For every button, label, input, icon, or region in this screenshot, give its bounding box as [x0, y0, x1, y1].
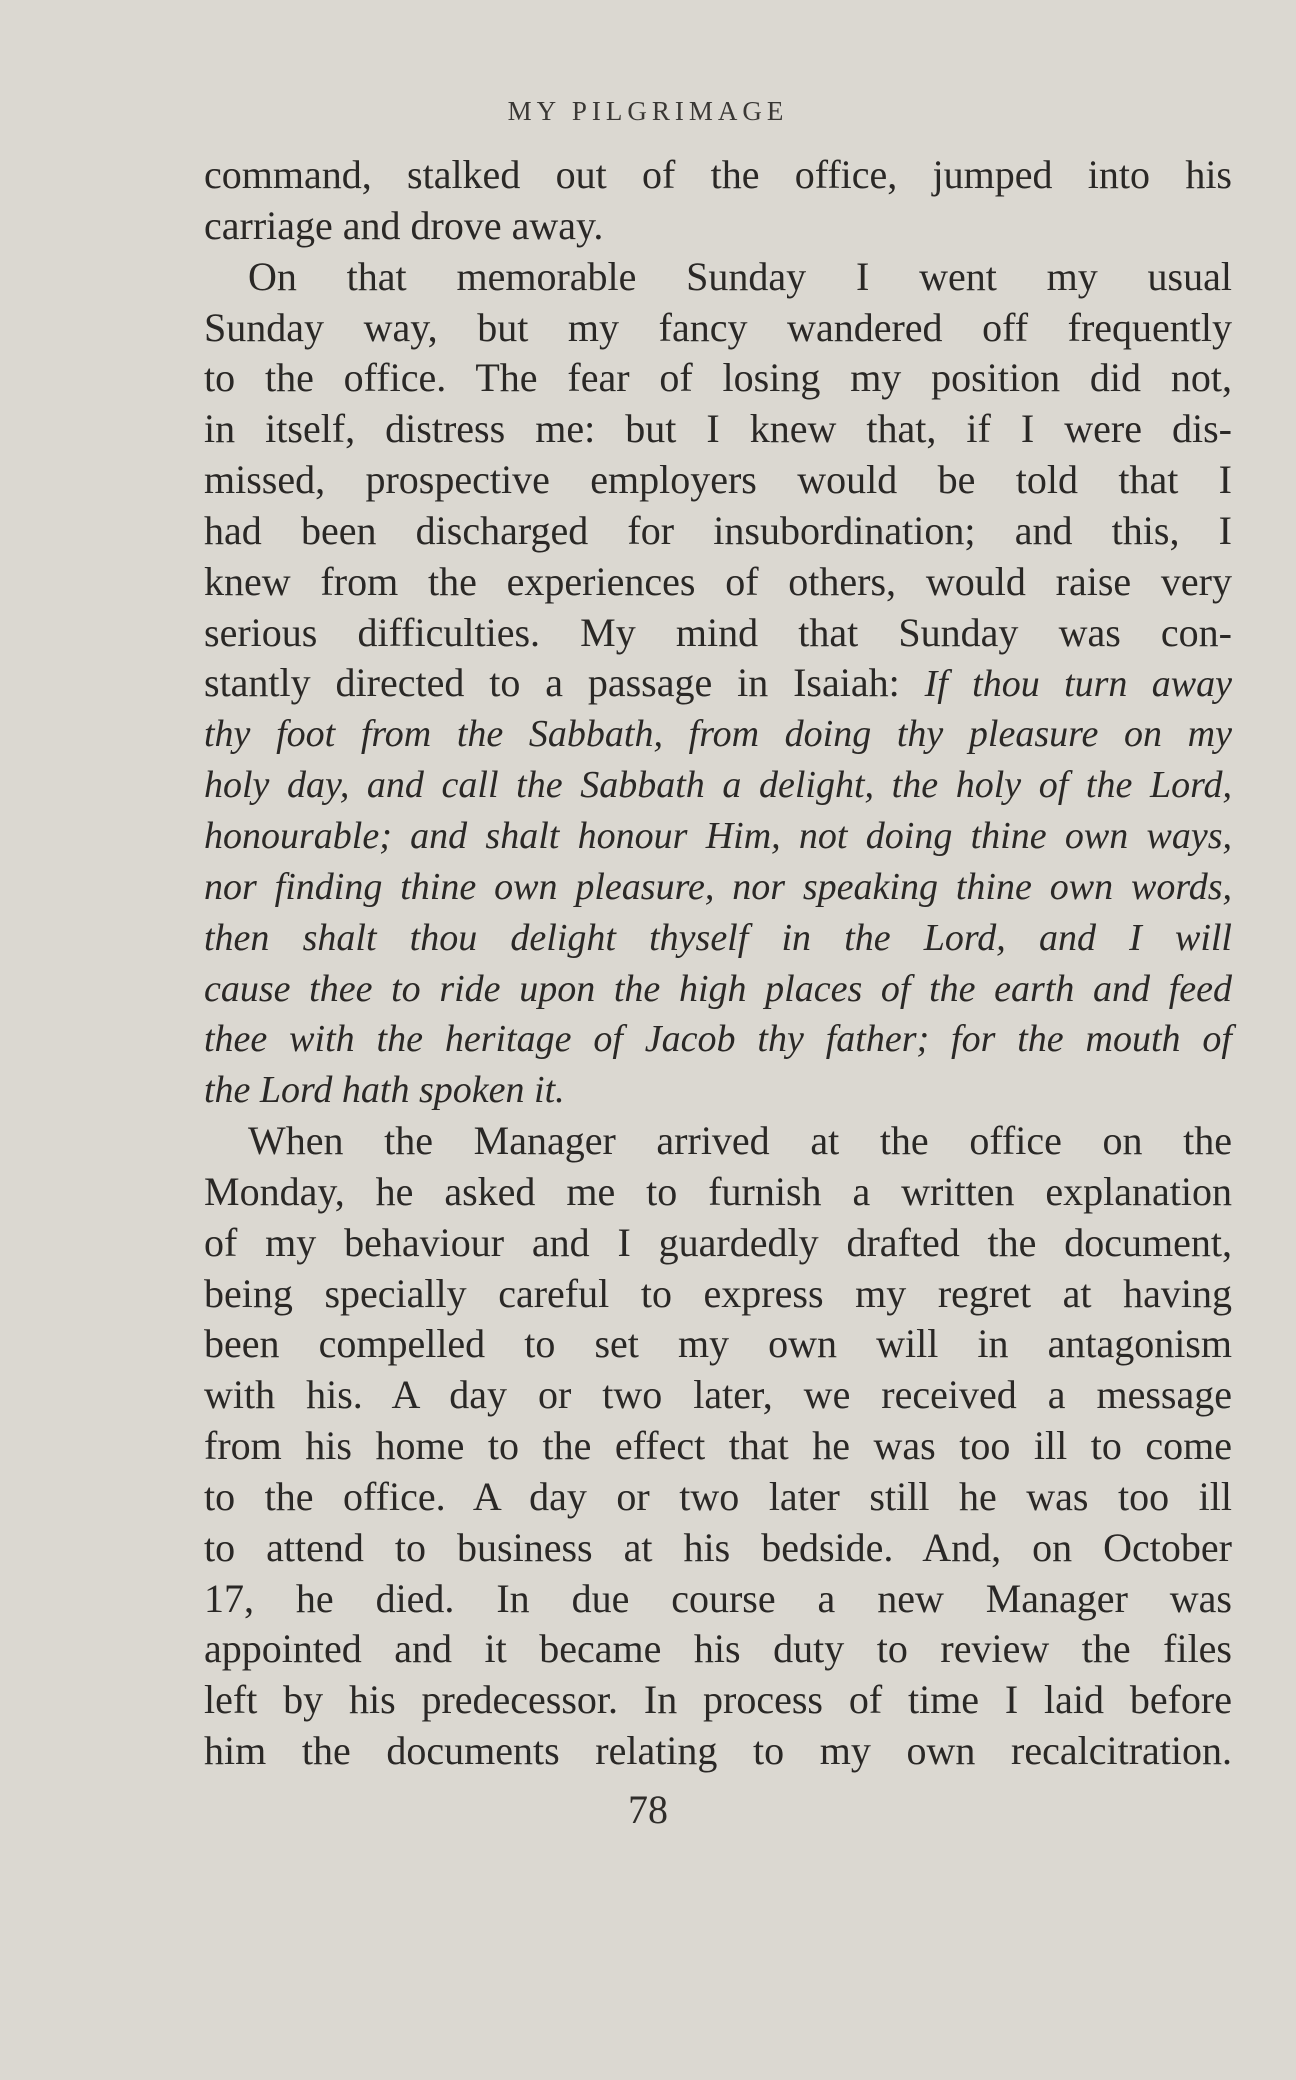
- text-line: [204, 252, 1232, 303]
- text-line: [204, 557, 1232, 608]
- text-line: [204, 1472, 1232, 1523]
- text-line-content: carriage and drove away.: [204, 202, 604, 248]
- body-text: [204, 150, 1232, 1777]
- text-line-content: to attend to business at his bedside. And, on October: [204, 1524, 1232, 1570]
- text-line-content: been compelled to set my own will in antagonism: [204, 1321, 1232, 1367]
- page-number: 78: [628, 1787, 668, 1832]
- text-line: [204, 608, 1232, 659]
- text-line: [204, 404, 1232, 455]
- text-line-content: from his home to the effect that he was too ill to come: [204, 1423, 1232, 1469]
- text-line-content: honourable; and shalt honour Him, not doing thine own ways,: [204, 814, 1232, 857]
- text-line: [204, 1269, 1232, 1320]
- text-line-content: then shalt thou delight thyself in the Lord, and I will: [204, 916, 1232, 959]
- text-line: [204, 1319, 1232, 1370]
- text-line: [204, 964, 1232, 1015]
- text-line-content: missed, prospective employers would be told that I: [204, 457, 1232, 503]
- text-line: [204, 150, 1232, 201]
- text-line: [204, 1167, 1232, 1218]
- text-line-content: cause thee to ride upon the high places of the earth and feed: [204, 967, 1232, 1010]
- text-line: [204, 658, 1232, 709]
- text-line-content: thee with the heritage of Jacob thy father; for the mouth of: [204, 1018, 1232, 1061]
- text-line: [204, 455, 1232, 506]
- text-line-content: with his. A day or two later, we received a message: [204, 1372, 1232, 1418]
- text-line: [204, 709, 1232, 760]
- text-line-content: of my behaviour and I guardedly drafted the document,: [204, 1219, 1232, 1265]
- text-line: [204, 1726, 1232, 1777]
- text-line: [204, 1218, 1232, 1269]
- text-line: [204, 1116, 1232, 1167]
- text-line-content: to the office. A day or two later still he was too ill: [204, 1473, 1232, 1519]
- text-line: [204, 862, 1232, 913]
- text-line-italic: If thou turn away: [924, 663, 1233, 706]
- text-line: [204, 1014, 1232, 1065]
- text-line-content: the Lord hath spoken it.: [204, 1069, 565, 1112]
- text-line-content: had been discharged for insubordination; and this, I: [204, 507, 1232, 553]
- text-line-content: appointed and it became his duty to review the files: [204, 1626, 1232, 1672]
- text-line-content: Monday, he asked me to furnish a written explanation: [204, 1168, 1232, 1214]
- text-line: [204, 913, 1232, 964]
- text-line: [204, 1675, 1232, 1726]
- text-line-content: stantly directed to a passage in Isaiah:: [204, 660, 925, 706]
- text-line: [204, 1624, 1232, 1675]
- text-line: [204, 506, 1232, 557]
- text-line-content: being specially careful to express my regret at having: [204, 1270, 1232, 1316]
- text-line-content: knew from the experiences of others, would raise very: [204, 558, 1232, 604]
- text-line: [204, 760, 1232, 811]
- text-line-content: Sunday way, but my fancy wandered off frequently: [204, 304, 1232, 350]
- text-line-content: command, stalked out of the office, jumped into his: [204, 152, 1232, 197]
- text-line-content: him the documents relating to my own recalcitration.: [204, 1728, 1232, 1774]
- text-line: [204, 1421, 1232, 1472]
- text-line-content: nor finding thine own pleasure, nor speaking thine own words,: [204, 865, 1232, 908]
- text-line: [204, 1574, 1232, 1625]
- text-line-content: On that memorable Sunday I went my usual: [248, 253, 1232, 299]
- text-line-content: holy day, and call the Sabbath a delight, the holy of the Lord,: [204, 764, 1232, 807]
- running-head: MY PILGRIMAGE: [507, 96, 789, 126]
- text-line-content: thy foot from the Sabbath, from doing thy pleasure on my: [204, 713, 1232, 756]
- text-line: [204, 201, 1232, 252]
- text-line: [204, 303, 1232, 354]
- text-line-content: 17, he died. In due course a new Manager was: [204, 1575, 1232, 1621]
- text-line: [204, 353, 1232, 404]
- text-line: [204, 1370, 1232, 1421]
- text-line-content: serious difficulties. My mind that Sunday was con-: [204, 609, 1232, 655]
- text-line-content: in itself, distress me: but I knew that, if I were dis-: [204, 406, 1232, 452]
- text-line-content: to the office. The fear of losing my position did not,: [204, 355, 1232, 401]
- text-line: [204, 1523, 1232, 1574]
- text-line-content: left by his predecessor. In process of time I laid before: [204, 1677, 1232, 1723]
- text-line-content: When the Manager arrived at the office on the: [248, 1118, 1232, 1164]
- text-line: [204, 1065, 1232, 1116]
- text-line: [204, 811, 1232, 862]
